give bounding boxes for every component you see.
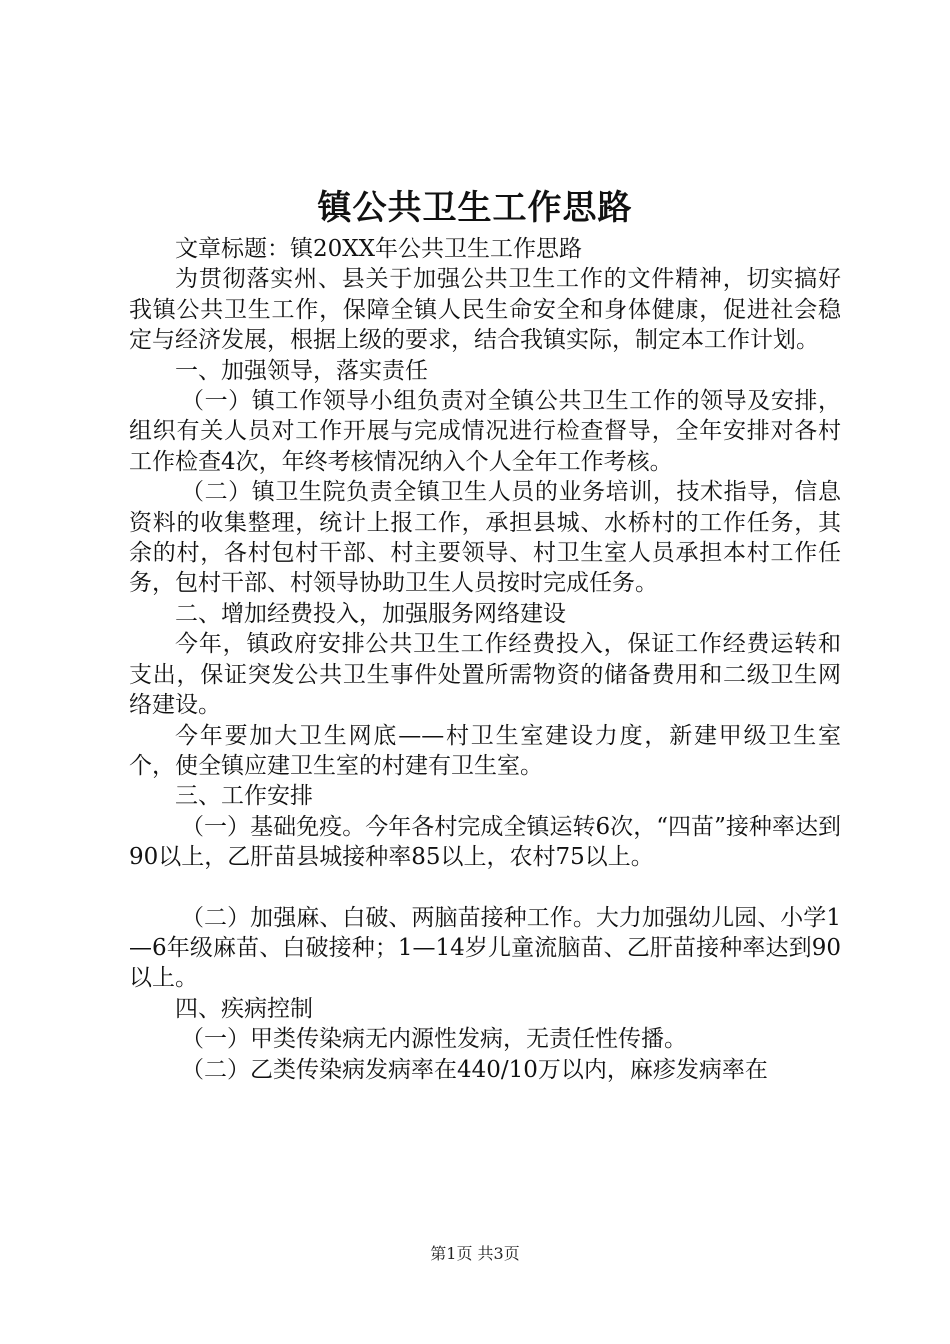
section-2-paragraph-2: 今年要加大卫生网底——村卫生室建设力度，新建甲级卫生室个，使全镇应建卫生室的村建有卫生室。	[129, 722, 841, 779]
section-heading-4: 四、疾病控制	[175, 995, 313, 1022]
section-2-paragraph-1: 今年，镇政府安排公共卫生工作经费投入，保证工作经费运转和支出，保证突发公共卫生事件处置所需物资的储备费用和二级卫生网络建设。	[129, 631, 841, 719]
section-1-item-1: （一）镇工作领导小组负责对全镇公共卫生工作的领导及安排，组织有关人员对工作开展与完成情况进行检查督导，全年安排对各村工作检查4次，年终考核情况纳入个人全年工作考核。	[129, 388, 841, 475]
section-heading-2: 二、增加经费投入，加强服务网络建设	[175, 600, 566, 627]
section-4-item-1: （一）甲类传染病无内源性发病，无责任性传播。	[181, 1026, 687, 1053]
document-body	[129, 234, 841, 1085]
section-heading-1: 一、加强领导，落实责任	[175, 357, 428, 384]
section-heading-3: 三、工作安排	[175, 783, 313, 810]
section-3-item-1: （一）基础免疫。今年各村完成全镇运转6次，“四苗”接种率达到90以上，乙肝苗县城接种率85以上，农村75以上。	[129, 813, 841, 871]
section-3-item-2: （二）加强麻、白破、两脑苗接种工作。大力加强幼儿园、小学1—6年级麻苗、白破接种；1—14岁儿童流脑苗、乙肝苗接种率达到90以上。	[129, 904, 841, 992]
section-4-item-2: （二）乙类传染病发病率在440/10万以内，麻疹发病率在	[181, 1056, 768, 1083]
document-title: 镇公共卫生工作思路	[317, 188, 633, 228]
page-number-footer: 第1页 共3页	[430, 1244, 520, 1263]
section-1-item-2: （二）镇卫生院负责全镇卫生人员的业务培训，技术指导，信息资料的收集整理，统计上报工作，承担县城、水桥村的工作任务，其余的村，各村包村干部、村主要领导、村卫生室人员承担本村工作任务，包村干部、村领导协助卫生人员按时完成任务。	[129, 479, 841, 597]
article-title-line: 文章标题：镇20XX年公共卫生工作思路	[175, 236, 583, 262]
intro-paragraph: 为贯彻落实州、县关于加强公共卫生工作的文件精神，切实搞好我镇公共卫生工作，保障全镇人民生命安全和身体健康，促进社会稳定与经济发展，根据上级的要求，结合我镇实际，制定本工作计划。	[129, 266, 841, 354]
